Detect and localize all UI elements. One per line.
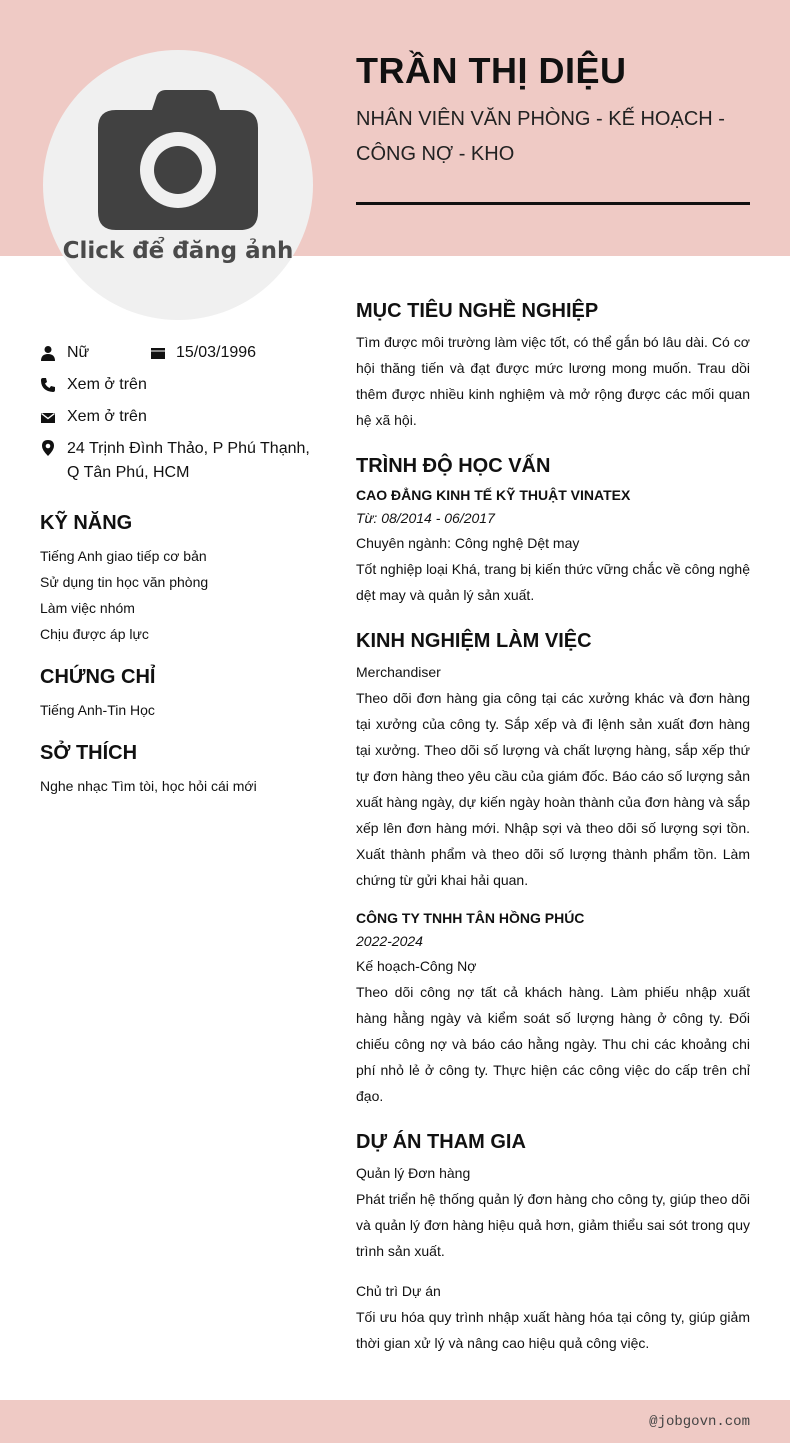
camera-icon [98,90,258,230]
skill-item: Tiếng Anh giao tiếp cơ bản [40,548,207,564]
dob-value: 15/03/1996 [176,344,257,361]
skills-title: KỸ NĂNG [40,512,133,534]
person-icon [40,345,56,361]
job-period: 2022-2024 [356,933,423,949]
email-value: Xem ở trên [67,408,147,425]
project-name: Quản lý Đơn hàng [356,1165,471,1181]
phone-value: Xem ở trên [67,376,147,393]
objective-section [356,300,750,433]
skill-item: Làm việc nhóm [40,600,135,616]
school-name: CAO ĐẲNG KINH TẾ KỸ THUẬT VINATEX [356,487,631,503]
job-role: Kế hoạch-Công Nợ [356,958,477,974]
photo-upload[interactable] [43,50,313,320]
candidate-name: TRẦN THỊ DIỆU [356,50,627,91]
project-name: Chủ trì Dự án [356,1283,441,1299]
map-pin-icon [40,440,56,456]
experience-title: KINH NGHIỆM LÀM VIỆC [356,630,592,652]
skills-section [40,512,320,647]
education-period: Từ: 08/2014 - 06/2017 [356,510,495,526]
hobbies-title: SỞ THÍCH [40,742,138,764]
hobbies-text: Nghe nhạc Tìm tòi, học hỏi cái mới [40,778,257,794]
education-description: Tốt nghiệp loại Khá, trang bị kiến thức vững chắc về công nghệ dệt may và quản lý sản xuất. [356,561,750,603]
phone-row [40,373,147,397]
certificates-title: CHỨNG CHỈ [40,666,156,688]
education-section [356,455,750,608]
projects-title: DỰ ÁN THAM GIA [356,1131,526,1153]
project-description: Phát triển hệ thống quản lý đơn hàng cho công ty, giúp theo dõi và quản lý đơn hàng hiệu quả hơn, giảm thiểu sai sót trong quy trình sản xuất. [356,1191,750,1259]
projects-section [356,1131,750,1356]
envelope-icon [40,410,56,426]
calendar-icon [150,345,166,361]
project-description: Tối ưu hóa quy trình nhập xuất hàng hóa tại công ty, giúp giảm thời gian xử lý và nâng cao hiệu quả công việc. [356,1309,750,1351]
skill-item: Sử dụng tin học văn phòng [40,574,209,590]
address-row [40,437,320,485]
gender-value: Nữ [67,344,90,361]
objective-text: Tìm được môi trường làm việc tốt, có thể gắn bó lâu dài. Có cơ hội thăng tiến và đạt được mức lương mong muốn. Trau dồi thêm được nhiều kinh nghiệm và mở rộng được các mối quan hệ xã hội. [356,334,750,428]
phone-icon [40,377,56,393]
job-description: Theo dõi đơn hàng gia công tại các xưởng khác và đơn hàng tại xưởng của công ty. Sắp xếp và đi lệnh sản xuất đơn hàng tại xưởng. Theo dõi số lượng và chất lượng hàng, sắp xếp thứ tự đơn hàng theo yêu cầu của giám đốc. Báo cáo số lượng sản xuất hàng ngày, dự kiến ngày hoàn thành của đơn hàng và sắp xếp lên đơn hàng mới. Nhập sợi và theo dõi số lượng sợi tồn. Xuất thành phẩm và theo dõi số lượng thành phẩm tồn. Làm chứng từ gửi khai hải quan. [356,690,750,888]
company-name: CÔNG TY TNHH TÂN HỒNG PHÚC [356,910,585,926]
certificate-item: Tiếng Anh-Tin Học [40,702,155,718]
main-column [356,300,750,1378]
address-value: 24 Trịnh Đình Thảo, P Phú Thạnh, Q Tân Phú, HCM [67,440,310,481]
footer-watermark: @jobgovn.com [649,1414,750,1430]
job-role: Merchandiser [356,664,441,680]
skill-item: Chịu được áp lực [40,626,149,642]
hobbies-section [40,742,320,799]
header-divider [356,202,750,205]
email-row [40,405,147,429]
dob-row [150,341,256,365]
job-description: Theo dõi công nợ tất cả khách hàng. Làm phiếu nhập xuất hàng hằng ngày và kiểm soát số lượng hàng ở công ty. Đối chiếu công nợ và báo cáo hằng ngày. Thu chi các khoảng chi phí nhỏ lẻ ở công ty. Thực hiện các công việc do cấp trên chỉ đạo. [356,984,750,1104]
job-title: NHÂN VIÊN VĂN PHÒNG - KẾ HOẠCH - CÔNG NỢ - KHO [356,108,725,165]
certificates-section [40,666,320,723]
objective-title: MỤC TIÊU NGHỀ NGHIỆP [356,300,599,322]
experience-section [356,630,750,1109]
education-title: TRÌNH ĐỘ HỌC VẤN [356,455,551,477]
education-major: Chuyên ngành: Công nghệ Dệt may [356,535,580,551]
photo-upload-label: Click để đăng ảnh [62,238,294,264]
gender-row [40,341,89,365]
